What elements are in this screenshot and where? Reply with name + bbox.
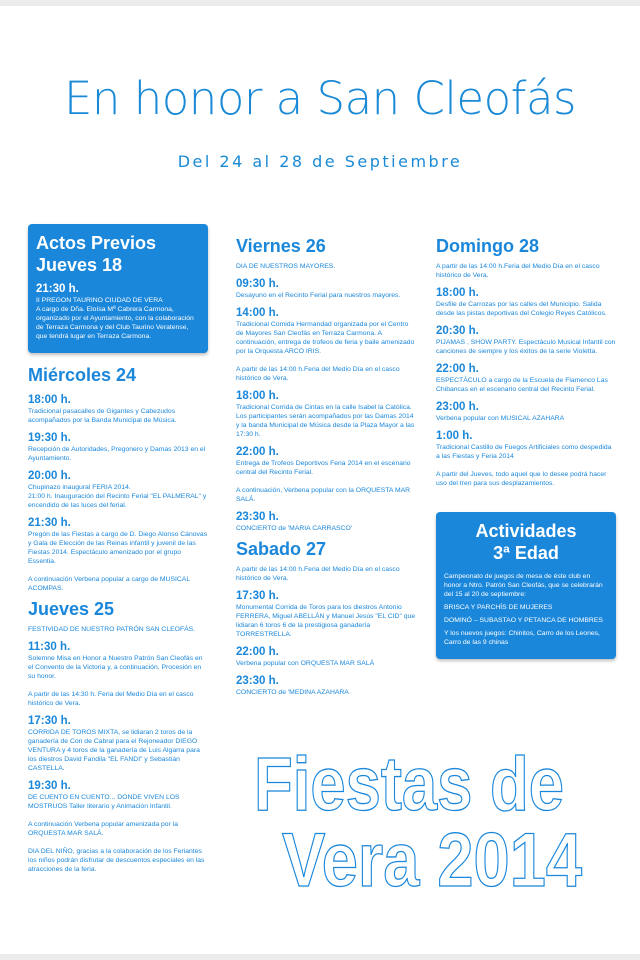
event-desc: Verbena popular con ORQUESTA MAR SALÁ bbox=[236, 660, 375, 667]
event-time: 23:30 h. bbox=[236, 675, 279, 687]
event-time: 23:00 h. bbox=[436, 401, 479, 413]
event-desc: CONCIERTO de 'MARIA CARRASCO' bbox=[236, 525, 353, 532]
event-desc: Verbena popular con MUSICAL AZAHARA bbox=[436, 415, 565, 422]
event-desc: Desfile de Carrozas por las calles del Municipio. Salida desde las pistas deportivas del Colegio Reyes Católicos. bbox=[436, 301, 607, 317]
fiestas-title-block bbox=[232, 738, 592, 903]
event-time: 1:00 h. bbox=[436, 430, 473, 442]
event-time: 18:00 h. bbox=[28, 394, 71, 406]
event-desc: CONCIERTO de 'MEDINA AZAHARA bbox=[236, 689, 349, 696]
event-time: 20:30 h. bbox=[436, 325, 479, 337]
event-note: A continuación, Verbena popular con la ORQUESTA MAR SALÁ. bbox=[236, 487, 411, 503]
day-heading-jueves: Jueves 25 bbox=[28, 599, 115, 619]
event-note: A continuación Verbena popular amenizada por la ORQUESTA MAR SALÁ. bbox=[28, 821, 179, 837]
event-desc: Recepción de Autoridades, Pregonero y Damas 2013 en el Ayuntamiento. bbox=[28, 446, 206, 462]
day-heading-domingo: Domingo 28 bbox=[436, 236, 540, 256]
column-right bbox=[436, 230, 616, 669]
actividades-desc: Y los nuevos juegos: Chinitos, Carro de los Leones, Carro de las 9 chinas bbox=[444, 630, 600, 646]
event-desc: Tradicional Corrida de Cintas en la calle Isabel la Católica. Los participantes serán acompañados por las Damas 2014 y la banda Municipal de Música desde la Plaza Mayor a las 17:30 h. bbox=[236, 404, 415, 438]
poster-subtitle: Del 24 al 28 de Septiembre bbox=[177, 152, 463, 171]
poster-page bbox=[0, 6, 640, 954]
jueves-18-heading: Jueves 18 bbox=[36, 255, 123, 275]
actos-previos-heading: Actos Previos bbox=[36, 233, 157, 253]
actividades-box bbox=[436, 512, 616, 659]
event-desc: PIJAMAS , SHOW PARTY. Espectáculo Musical Infantil con canciones de siempre y los éxitos de la serie Violetta. bbox=[436, 339, 616, 355]
event-desc: Tradicional Castillo de Fuegos Artificiales como despedida a las Fiestas y Feria 2014 bbox=[436, 444, 612, 460]
actividades-desc: DOMINÓ – SUBASTAO Y PETANCA DE HOMBRES bbox=[444, 617, 603, 624]
event-time: 19:30 h. bbox=[28, 780, 71, 792]
event-time: 22:00 h. bbox=[236, 646, 279, 658]
day-heading-viernes: Viernes 26 bbox=[236, 236, 326, 256]
day-intro: DIA DE NUESTROS MAYORES. bbox=[236, 263, 336, 270]
event-note: A partir de las 14:00 h.Feria del Medio Día en el casco histórico de Vera. bbox=[236, 366, 400, 382]
event-desc: DE CUENTO EN CUENTO... DONDE VIVEN LOS MOSTRUOS Taller literario y Animación Infantil. bbox=[28, 794, 180, 810]
event-note: A partir de las 14:30 h. Feria del Medio Día en el casco histórico de Vera. bbox=[28, 691, 194, 707]
event-time: 22:00 h. bbox=[236, 446, 279, 458]
event-time: 18:00 h. bbox=[436, 287, 479, 299]
column-left bbox=[28, 224, 208, 878]
fiestas-de-text: Fiestas de bbox=[254, 742, 564, 827]
event-desc: ESPECTÁCULO a cargo de la Escuela de Flamenco Las Chibancas en el escenario central del Recinto Ferial. bbox=[436, 377, 608, 393]
actividades-desc: BRISCA Y PARCHÍS DE MUJERES bbox=[444, 604, 553, 611]
event-note: A partir del Jueves, todo aquel que lo desee podrá hacer uso del tren para sus desplazamientos. bbox=[436, 471, 607, 487]
actos-previos-box bbox=[28, 224, 208, 353]
event-note: A continuación Verbena popular a cargo de MUSICAL ACOMPAS. bbox=[28, 576, 190, 592]
event-desc: II PREGON TAURINO CIUDAD DE VERA A cargo de Dña. Eloísa Mª Cabrera Carmona, organizado por el Ayuntamiento, con la colaboración de Terraza Carmona y del Club Taurino Veratense, que tendrá lugar en Terraza Carmona. bbox=[36, 297, 194, 340]
event-time: 11:30 h. bbox=[28, 641, 71, 653]
vera-2014-text: Vera 2014 bbox=[282, 818, 582, 903]
event-time: 19:30 h. bbox=[28, 432, 71, 444]
day-heading-sabado: Sabado 27 bbox=[236, 539, 327, 559]
event-time: 17:30 h. bbox=[236, 590, 279, 602]
event-desc: Solemne Misa en Honor a Nuestro Patrón San Cleofás en el Convento de la Victoria y, a continuación, Procesión en su honor. bbox=[28, 655, 203, 680]
event-desc: CORRIDA DE TOROS MIXTA, se lidiaran 2 toros de la ganadería de Con de Cabral para el Rejoneador DIEGO VENTURA y 4 toros de la ganadería de Luis Algarra para los diestros David Fandila "EL FANDI" y Sebastián CASTELLA. bbox=[28, 729, 200, 772]
event-time: 09:30 h. bbox=[236, 278, 279, 290]
day-intro: A partir de las 14:00 h.Feria del Medio Día en el casco histórico de Vera. bbox=[236, 566, 400, 582]
column-middle bbox=[236, 230, 416, 701]
event-desc: Pregón de las Fiestas a cargo de D. Diego Alonso Cánovas y Gala de Elección de las Reinas infantil y juvenil de las Fiestas 2014. Espectáculo amenizado por el grupo Essentia. bbox=[28, 531, 208, 565]
event-desc: Tradicional pasacalles de Gigantes y Cabezudos acompañados por la Banda Municipal de Música. bbox=[28, 408, 177, 424]
tercera-edad-heading: 3ª Edad bbox=[493, 543, 559, 563]
event-desc: Monumental Corrida de Toros para los diestros Antonio FERRERA, Miguel ABELLÁN y Manuel Jesús "EL CID" que lidiaran 6 toros 6 de la prestigiosa ganadería TORRESTRELLA. bbox=[236, 604, 416, 638]
event-desc: Desayuno en el Recinto Ferial para nuestros mayores. bbox=[236, 292, 401, 299]
day-intro: FESTIVIDAD DE NUESTRO PATRÓN SAN CLEOFÁS. bbox=[28, 626, 196, 633]
event-desc: Entrega de Trofeos Deportivos Feria 2014 en el escenario central del Recinto Ferial. bbox=[236, 460, 411, 476]
event-desc: Tradicional Comida Hermandad organizada por el Centro de Mayores San Cleofás en Terraza Carmona. A continuación, entrega de trofeos de feria y baile amenizado por la Orquesta ARCO IRIS. bbox=[236, 321, 415, 355]
day-heading-miercoles: Miércoles 24 bbox=[28, 365, 137, 385]
fiestas-title-svg bbox=[232, 738, 592, 903]
actividades-heading: Actividades bbox=[475, 521, 577, 541]
event-time: 20:00 h. bbox=[28, 470, 71, 482]
poster-title: En honor a San Cleofás bbox=[63, 72, 576, 125]
event-time: 22:00 h. bbox=[436, 363, 479, 375]
day-intro: A partir de las 14:00 h.Feria del Medio Día en el casco histórico de Vera. bbox=[436, 263, 600, 279]
event-desc: Chupinazo inaugural FERIA 2014. 21:00 h. Inauguración del Recinto Ferial "EL PALMERAL" y encendido de las luces del ferial. bbox=[28, 484, 207, 509]
event-time: 14:00 h. bbox=[236, 307, 279, 319]
event-time: 18:00 h. bbox=[236, 390, 279, 402]
event-note: DIA DEL NIÑO, gracias a la colaboración de los Feriantes los niños podrán disfrutar de descuentos especiales en las atracciones de la feria. bbox=[28, 848, 205, 873]
event-time: 21:30 h. bbox=[36, 283, 79, 295]
event-time: 21:30 h. bbox=[28, 517, 71, 529]
event-time: 23:30 h. bbox=[236, 511, 279, 523]
actividades-desc: Campeonato de juegos de mesa de éste club en honor a Ntro. Patrón San Cleofás, que se celebrarán del 15 al 20 de septiembre: bbox=[444, 573, 603, 598]
event-time: 17:30 h. bbox=[28, 715, 71, 727]
